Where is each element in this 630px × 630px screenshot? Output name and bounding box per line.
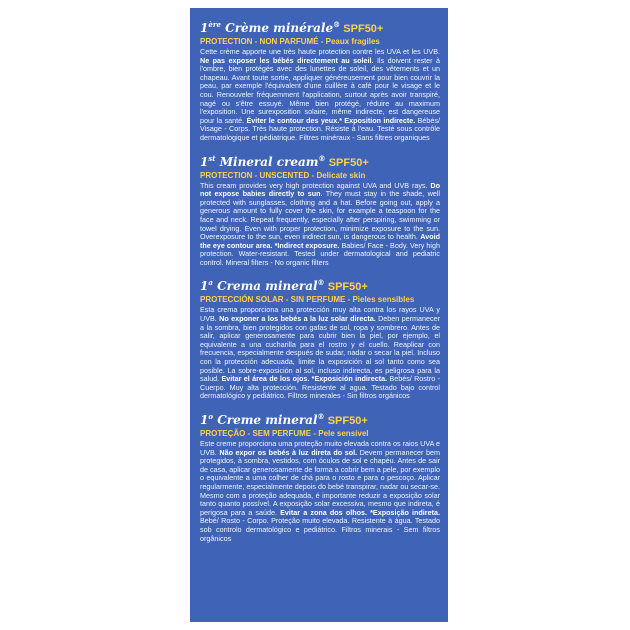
product-description: Esta crema proporciona una protección muy alta contra los rayos UVA y UVB. No exponer a los bebés a la luz solar directa. Deben permanecer a la sombra, bien protegidos con gafas de sol, ropa y sombrero. Antes de salir, aplicar generosamente para cubrir bien la piel, por ejemplo, el equivalente a una cucharilla para el rostro y el cuello. Reaplicar con frecuencia, especialmente después de sudar, nadar o secar la piel. Incluso con la protección adecuada, limite la exposición al sol tanto como sea posible. La sobre-exposición al sol, incluso indirecta, es peligrosa para la salud. Evitar el área de los ojos. *Exposición indirecta. Bebés/ Rostro - Cuerpo. Muy alta protección. Resistente al agua. Testado bajo control dermatológico y pediátrico. Filtros minerales - Sin filtros orgánicos xyxy=(200,305,441,401)
product-subtitle: PROTEÇÃO - SEM PERFUME - Pele sensível xyxy=(200,429,369,438)
section-french xyxy=(200,18,440,143)
product-description: Cette crème apporte une très haute protection contre les UVA et les UVB. Ne pas exposer les bébés directement au soleil. Ils doivent rester à l'ombre, bien protégés avec des lunettes de soleil, des vêtements et un chapeau. Avant toute sortie, appliquer généreusement pour bien couvrir la peau, par exemple l'équivalent d'une cuillère à café pour le visage et le cou. Renouveler fréquemment l'application, surtout après avoir transpiré, nagé ou s'être essuyé. Même bien protégé, réduire au maximum l'exposition. Une surexposition solaire, même indirecte, est dangereuse pour la santé. Éviter le contour des yeux.* Exposition indirecte. Bébés/ Visage - Corps. Très haute protection. Résiste à l'eau. Testé sous contrôle dermatologique et pédiatrique. Filtres minéraux - Sans filtres organiques xyxy=(200,47,440,142)
product-subtitle: PROTECTION - NON PARFUMÉ - Peaux fragiles xyxy=(200,37,380,46)
product-title: 1ère Crème minérale® SPF50+ xyxy=(200,20,384,35)
product-subtitle: PROTECCIÓN SOLAR - SIN PERFUME - Pieles sensibles xyxy=(200,295,415,305)
product-description: This cream provides very high protection against UVA and UVB rays. Do not expose babies directly to sun. They must stay in the shade, well protected with sunglasses, clothing and a hat. Before going out, apply a generous amount to fully cover the skin, for example a teaspoon for the face and neck. Repeat frequently, especially after perspiring, swimming or towel drying. Even with proper protection, minimize exposure to the sun. Overexposure to the sun, even indirect sun, is dangerous to health. Avoid the eye contour area. *Indirect exposure. Babies/ Face - Body. Very high protection. Water-resistant. Tested under dermatological and pediatric control. Mineral filters - No organic filters xyxy=(200,180,440,267)
product-description: Este creme proporciona uma proteção muito elevada contra os raios UVA e UVB. Não expor os bebés à luz direta do sol. Devem permanecer bem protegidos, à sombra, vestidos, com óculos de sol e chapéu. Antes de sair de casa, aplicar generosamente de forma a cobrir bem a pele, por exemplo o equivalente a uma colher de chá para o rosto e para o pescoço. Aplicar regularmente, especialmente depois do bebé transpirar, nadar ou secar-se. Mesmo com a proteção adequada, é importante reduzir a exposição solar tanto quanto possível. A exposição solar excessiva, mesmo que indireta, é perigosa para a saúde. Evitar a zona dos olhos. *Exposição indireta. Bebé/ Rosto - Corpo. Proteção muito elevada. Resistente à água. Testado sob controlo dermatológico e pediátrico. Filtros minerais - Sem filtros orgânicos xyxy=(200,439,440,543)
section-english xyxy=(200,152,440,268)
spf-label: SPF50+ xyxy=(327,415,368,427)
product-title: 1st Mineral cream® SPF50+ xyxy=(200,153,369,169)
product-title: 1$^a$ Crema mineral® SPF50+ xyxy=(200,278,368,294)
section-portuguese xyxy=(200,410,440,543)
section-spanish xyxy=(200,276,440,401)
spf-label: SPF50+ xyxy=(343,23,384,35)
label-panel xyxy=(190,8,448,622)
spf-label: SPF50+ xyxy=(327,281,368,294)
spf-label: SPF50+ xyxy=(328,156,369,169)
product-subtitle: PROTECTION - UNSCENTED - Delicate skin xyxy=(200,170,366,180)
product-title: 1$^o$ Creme mineral® SPF50+ xyxy=(200,412,368,427)
